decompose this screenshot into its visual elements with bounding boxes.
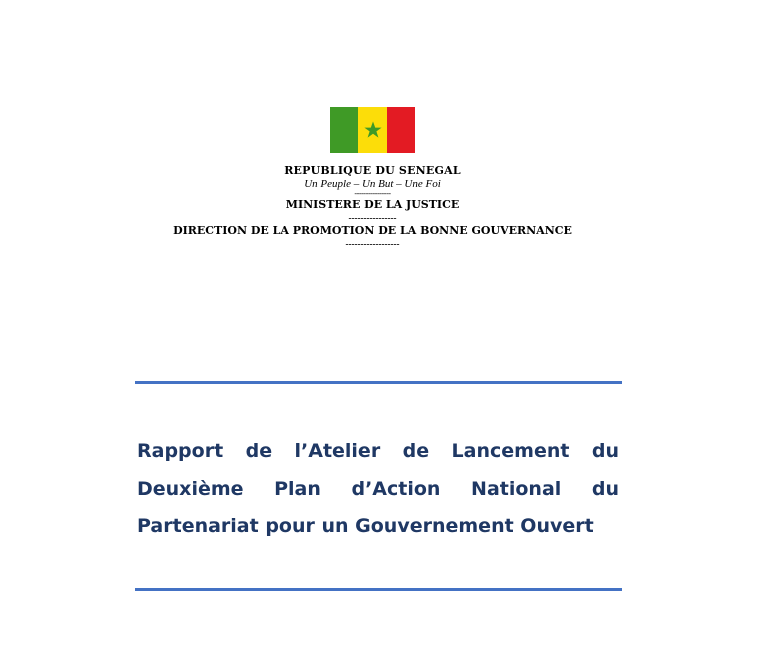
report-title [137, 433, 619, 546]
senegal-flag-icon [330, 107, 415, 153]
flag-band-green [330, 107, 358, 153]
title-top-rule [135, 381, 622, 384]
separator-line: ---------------- [348, 213, 397, 223]
flag-band-red [387, 107, 415, 153]
report-title-line-3: Partenariat pour un Gouvernement Ouvert [137, 515, 594, 537]
report-title-line-1: Rapport de l’Atelier de Lancement du [137, 440, 619, 462]
institution-header [0, 164, 745, 250]
report-title-line-2: Deuxième Plan d’Action National du [137, 477, 619, 500]
separator-line: ------------------ [345, 239, 400, 249]
separator-line: ---------------- [354, 189, 391, 198]
direction-name: DIRECTION DE LA PROMOTION DE LA BONNE GOUVERNANCE [173, 224, 572, 237]
title-bottom-rule [135, 588, 622, 591]
ministry-name: MINISTERE DE LA JUSTICE [285, 198, 460, 211]
republic-name: REPUBLIQUE DU SENEGAL [284, 164, 461, 177]
national-motto: Un Peuple – Un But – Une Foi [304, 178, 441, 190]
star-icon [363, 120, 383, 140]
